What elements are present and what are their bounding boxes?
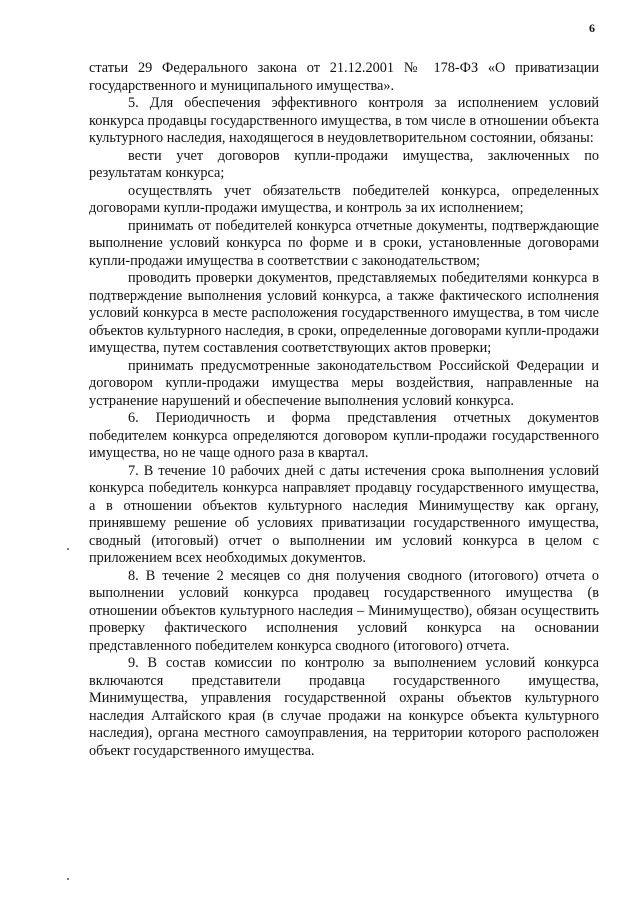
paragraph-item-7: 7. В течение 10 рабочих дней с даты истечения срока выполнения условий конкурса победитель конкурса направляет продавцу государственного имущества, а в отношении объектов культурного наследия Минимуществу как органу, принявшему решение об условиях приватизации государственного имущества, сводный (итоговый) отчет о выполнении им условий конкурса в целом с приложением всех необходимых документов. (89, 462, 599, 566)
paragraph-item-9: 9. В состав комиссии по контролю за выполнением условий конкурса включаются представители продавца государственного имущества, Минимущества, управления государственной охраны объектов культурного наследия Алтайского края (в случае продажи на конкурсе объекта культурного наследия), органа местного самоуправления, на территории которого расположен объект государственного имущества. (89, 655, 599, 759)
paragraph-item-6: 6. Периодичность и форма представления отчетных документов победителем конкурса определяются договором купли-продажи государственного имущества, но не чаще одного раза в квартал. (89, 410, 599, 461)
paragraph-duty-accept-reports: принимать от победителей конкурса отчетные документы, подтверждающие выполнение условий конкурса по форме и в сроки, установленные договорами купли-продажи имущества в соответствии с законодательством; (89, 217, 599, 269)
paragraph-duty-measures: принимать предусмотренные законодательством Российской Федерации и договором купли-продажи имущества меры воздействия, направленные на устранение нарушений и обеспечение выполнения условий конкурса. (89, 357, 599, 409)
paragraph-item-8: 8. В течение 2 месяцев со дня получения сводного (итогового) отчета о выполнении условий конкурса продавец государственного имущества (в отношении объектов культурного наследия – Минимущество), обязан осуществить проверку фактического исполнения условий конкурса на основании представленного победителем конкурса сводного (итогового) отчета. (89, 567, 599, 654)
scan-speck (67, 548, 69, 550)
paragraph-continuation: статьи 29 Федерального закона от 21.12.2001 № 178-ФЗ «О приватизации государственного и муниципального имущества». (89, 60, 599, 94)
paragraph-duty-record-obligations: осуществлять учет обязательств победителей конкурса, определенных договорами купли-продажи имущества, и контроль за их исполнением; (89, 182, 599, 216)
paragraph-item-5: 5. Для обеспечения эффективного контроля за исполнением условий конкурса продавцы государственного имущества, в том числе в отношении объекта культурного наследия, находящегося в неудовлетворительном состоянии, обязаны: (89, 95, 599, 146)
scan-speck (67, 878, 69, 880)
document-body (89, 60, 599, 760)
paragraph-duty-inspections: проводить проверки документов, представляемых победителями конкурса в подтверждение выполнения условий конкурса, а также фактического исполнения условий конкурса в месте расположения государственного имущества, в том числе объектов культурного наследия, в сроки, определенные договорами купли-продажи имущества, путем составления соответствующих актов проверки; (89, 270, 599, 356)
paragraph-duty-record-contracts: вести учет договоров купли-продажи имущества, заключенных по результатам конкурса; (89, 147, 599, 181)
page-number: 6 (589, 21, 595, 35)
